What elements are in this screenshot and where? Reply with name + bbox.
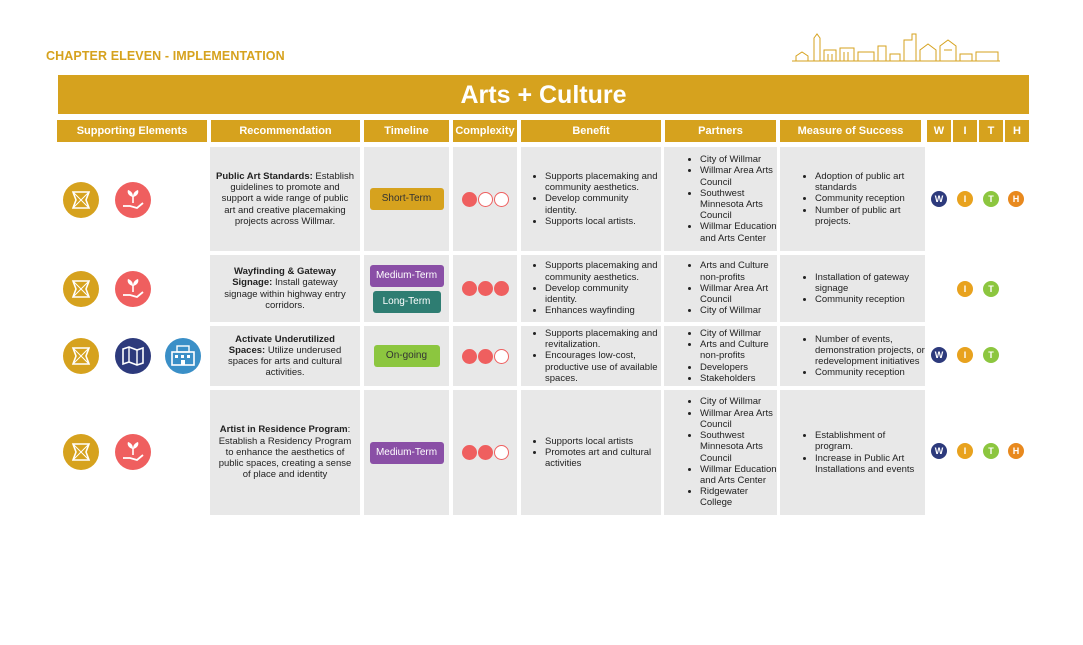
list-item: • Willmar Area Arts Council <box>700 408 777 430</box>
t-badge: T <box>983 191 999 207</box>
list-item: • City of Willmar <box>700 305 777 316</box>
table-row-recommendation <box>210 255 360 322</box>
i-badge: I <box>957 281 973 297</box>
list-item: • Willmar Area Arts Council <box>700 165 777 187</box>
t-badge: T <box>983 281 999 297</box>
timeline-badge: Short-Term <box>370 188 444 210</box>
list-item: • Arts and Culture non-profits <box>700 339 777 361</box>
list-item: • Willmar Education and Arts Center <box>700 221 777 243</box>
town-skyline-logo-icon <box>792 32 1000 64</box>
w-badge: W <box>931 191 947 207</box>
list-item: • Willmar Area Art Council <box>700 283 777 305</box>
partners-cell <box>664 326 777 386</box>
h-badge: H <box>1008 191 1024 207</box>
recommendation-title: Artist in Residence Program <box>219 424 348 436</box>
header-timeline: Timeline <box>364 120 449 142</box>
header-recommendation: Recommendation <box>211 120 360 142</box>
timeline-badge: Medium-Term <box>370 442 444 464</box>
header-t: T <box>979 120 1003 142</box>
list-item: • Increase in Public Art Installations and events <box>815 453 925 475</box>
h-badge: H <box>1008 443 1024 459</box>
recommendation-text: : Establish a Residency Program to enhance the aesthetics of public spaces, creating a sense of place and identity <box>218 424 352 481</box>
i-badge: I <box>957 191 973 207</box>
list-item: • Number of public art projects. <box>815 205 925 227</box>
header-supporting-elements: Supporting Elements <box>57 120 207 142</box>
partners-cell <box>664 147 777 251</box>
measure-cell <box>780 390 925 515</box>
timeline-cell <box>364 326 449 386</box>
table-row-recommendation <box>210 390 360 515</box>
recommendation-text: Install gateway signage within highway entry corridors. <box>224 277 346 311</box>
benefit-cell <box>521 147 661 251</box>
complexity-cell <box>453 326 517 386</box>
list-item: • Stakeholders <box>700 373 777 384</box>
complexity-rating <box>462 349 509 364</box>
partners-cell <box>664 390 777 515</box>
measure-cell <box>780 326 925 386</box>
header-i: I <box>953 120 977 142</box>
i-badge: I <box>957 347 973 363</box>
list-item: • City of Willmar <box>700 396 777 407</box>
benefit-cell <box>521 255 661 322</box>
t-badge: T <box>983 443 999 459</box>
recommendation-text: Establish guidelines to promote and support a wide range of public art and creative placemaking projects across Willmar. <box>221 170 354 227</box>
list-item: • Arts and Culture non-profits <box>700 260 777 282</box>
recommendation-text: Utilize underused spaces for arts and cultural activities. <box>227 344 343 379</box>
benefit-cell <box>521 390 661 515</box>
chapter-label: CHAPTER ELEVEN - IMPLEMENTATION <box>46 49 285 63</box>
header-w: W <box>927 120 951 142</box>
complexity-cell <box>453 147 517 251</box>
complexity-cell <box>453 390 517 515</box>
timeline-badge: On-going <box>374 345 440 367</box>
hand-sprout-icon <box>115 271 151 307</box>
drum-icon <box>63 271 99 307</box>
timeline-cell <box>364 255 449 322</box>
list-item: • Develop community identity. <box>545 283 661 305</box>
list-item: • Promotes art and cultural activities <box>545 447 661 469</box>
list-item: • Community reception <box>815 193 925 204</box>
building-icon <box>165 338 201 374</box>
list-item: • Developers <box>700 362 777 373</box>
list-item: • Supports placemaking and revitalization. <box>545 328 661 350</box>
list-item: • Installation of gateway signage <box>815 272 925 294</box>
list-item: • Supports placemaking and community aesthetics. <box>545 260 661 282</box>
header-measure-of-success: Measure of Success <box>780 120 921 142</box>
list-item: • Willmar Education and Arts Center <box>700 464 777 486</box>
list-item: • Adoption of public art standards <box>815 171 925 193</box>
table-row-recommendation <box>210 326 360 386</box>
hand-sprout-icon <box>115 182 151 218</box>
w-badge: W <box>931 347 947 363</box>
benefit-cell <box>521 326 661 386</box>
drum-icon <box>63 338 99 374</box>
list-item: • Southwest Minnesota Arts Council <box>700 188 777 222</box>
list-item: • Community reception <box>815 367 925 378</box>
hand-sprout-icon <box>115 434 151 470</box>
list-item: • City of Willmar <box>700 328 777 339</box>
list-item: • Supports placemaking and community aesthetics. <box>545 171 661 193</box>
w-badge: W <box>931 443 947 459</box>
recommendation-title: Activate Underutilized Spaces: <box>228 333 335 356</box>
i-badge: I <box>957 443 973 459</box>
complexity-rating <box>462 192 509 207</box>
list-item: • Southwest Minnesota Arts Council <box>700 430 777 464</box>
timeline-badge: Medium-Term <box>370 265 444 287</box>
t-badge: T <box>983 347 999 363</box>
timeline-cell <box>364 147 449 251</box>
partners-cell <box>664 255 777 322</box>
header-partners: Partners <box>665 120 776 142</box>
timeline-cell <box>364 390 449 515</box>
complexity-cell <box>453 255 517 322</box>
timeline-badge: Long-Term <box>373 291 441 313</box>
header-complexity: Complexity <box>453 120 517 142</box>
list-item: • Supports local artists <box>545 436 661 447</box>
list-item: • Number of events, demonstration projects, or redevelopment initiatives <box>815 334 925 368</box>
table-row-recommendation <box>210 147 360 251</box>
drum-icon <box>63 434 99 470</box>
recommendation-title: Public Art Standards: <box>216 170 313 182</box>
list-item: • Community reception <box>815 294 925 305</box>
measure-cell <box>780 147 925 251</box>
complexity-rating <box>462 281 509 296</box>
recommendation-title: Wayfinding & Gateway Signage: <box>232 266 337 289</box>
drum-icon <box>63 182 99 218</box>
list-item: • Supports local artists. <box>545 216 661 227</box>
complexity-rating <box>462 445 509 460</box>
list-item: • City of Willmar <box>700 154 777 165</box>
header-h: H <box>1005 120 1029 142</box>
list-item: • Ridgewater College <box>700 486 777 508</box>
list-item: • Develop community identity. <box>545 193 661 215</box>
map-icon <box>115 338 151 374</box>
page-title: Arts + Culture <box>58 75 1029 114</box>
list-item: • Encourages low-cost, productive use of available spaces. <box>545 350 661 384</box>
list-item: • Establishment of program. <box>815 430 925 452</box>
header-benefit: Benefit <box>521 120 661 142</box>
list-item: • Enhances wayfinding <box>545 305 661 316</box>
measure-cell <box>780 255 925 322</box>
